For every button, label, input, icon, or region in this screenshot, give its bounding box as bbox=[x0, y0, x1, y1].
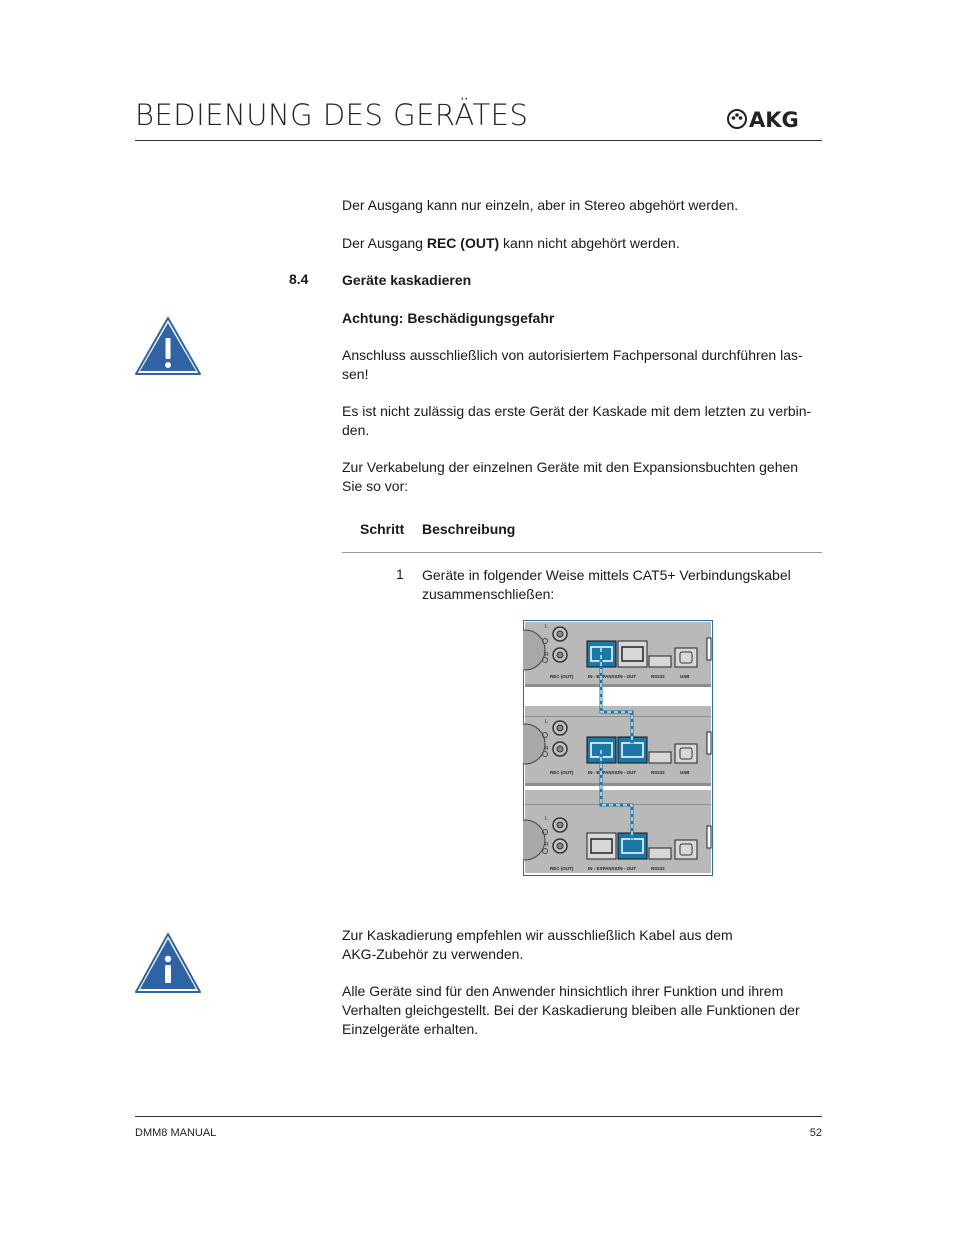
svg-text:R: R bbox=[545, 842, 549, 848]
paragraph-no-loop: Es ist nicht zulässig das erste Gerät der Kaskade mit dem letzten zu verbin- den. bbox=[342, 403, 812, 438]
svg-text:R: R bbox=[545, 652, 549, 658]
akg-logo bbox=[727, 107, 823, 131]
footer-page-number: 52 bbox=[809, 1127, 822, 1139]
device-unit-2 bbox=[523, 706, 711, 786]
svg-text:USB: USB bbox=[680, 674, 690, 679]
svg-text:IN - EXPANSION - OUT: IN - EXPANSION - OUT bbox=[588, 674, 637, 679]
info-text-cables: Zur Kaskadierung empfehlen wir ausschließlich Kabel aus dem AKG-Zubehör zu verwenden. bbox=[342, 927, 733, 962]
svg-text:R: R bbox=[545, 746, 549, 752]
svg-text:L: L bbox=[545, 624, 548, 630]
cascade-wiring-diagram bbox=[523, 620, 713, 876]
paragraph-output-stereo: Der Ausgang kann nur einzeln, aber in Stereo abgehört werden. bbox=[342, 197, 739, 213]
info-icon bbox=[134, 932, 202, 994]
svg-text:RS232: RS232 bbox=[651, 770, 665, 775]
svg-text:L: L bbox=[545, 719, 548, 725]
table-header-step: Schritt bbox=[360, 521, 405, 537]
svg-text:IN - EXPANSION - OUT: IN - EXPANSION - OUT bbox=[588, 866, 637, 871]
svg-text:RS232: RS232 bbox=[651, 866, 665, 871]
svg-text:REC (OUT): REC (OUT) bbox=[550, 674, 574, 679]
svg-text:RS232: RS232 bbox=[651, 674, 665, 679]
svg-text:USB: USB bbox=[680, 770, 690, 775]
footer-divider bbox=[135, 1116, 822, 1117]
device-unit-3 bbox=[523, 790, 711, 873]
table-cell-step: 1 bbox=[396, 566, 404, 582]
section-title: Geräte kaskadieren bbox=[342, 272, 472, 288]
svg-text:REC (OUT): REC (OUT) bbox=[550, 866, 574, 871]
section-number: 8.4 bbox=[289, 271, 309, 287]
svg-text:L: L bbox=[545, 816, 548, 822]
header-divider bbox=[135, 140, 822, 141]
paragraph-rec-out: Der Ausgang REC (OUT) kann nicht abgehört werden. bbox=[342, 235, 680, 251]
table-cell-description: Geräte in folgender Weise mittels CAT5+ Verbindungskabel zusammenschließen: bbox=[422, 567, 791, 602]
logo-text: AKG bbox=[749, 108, 799, 131]
info-text-equal-devices: Alle Geräte sind für den Anwender hinsichtlich ihrer Funktion und ihrem Verhalten gleichgestellt. Bei der Kaskadierung bleiben alle Funktionen der Einzelgeräte erhalten. bbox=[342, 983, 800, 1037]
warning-icon bbox=[134, 316, 202, 376]
table-header-description: Beschreibung bbox=[422, 521, 516, 537]
svg-text:REC (OUT): REC (OUT) bbox=[550, 770, 574, 775]
warning-text: Anschluss ausschließlich von autorisiertem Fachpersonal durchführen las- sen! bbox=[342, 347, 803, 382]
page-title: BEDIENUNG DES GERÄTES bbox=[135, 98, 529, 132]
paragraph-wiring-intro: Zur Verkabelung der einzelnen Geräte mit den Expansionsbuchten gehen Sie so vor: bbox=[342, 459, 799, 494]
device-unit-1 bbox=[523, 622, 711, 687]
svg-text:IN - EXPANSION - OUT: IN - EXPANSION - OUT bbox=[588, 770, 637, 775]
table-divider bbox=[342, 552, 822, 553]
footer-manual-name: DMM8 MANUAL bbox=[135, 1127, 217, 1139]
warning-title: Achtung: Beschädigungsgefahr bbox=[342, 310, 555, 326]
